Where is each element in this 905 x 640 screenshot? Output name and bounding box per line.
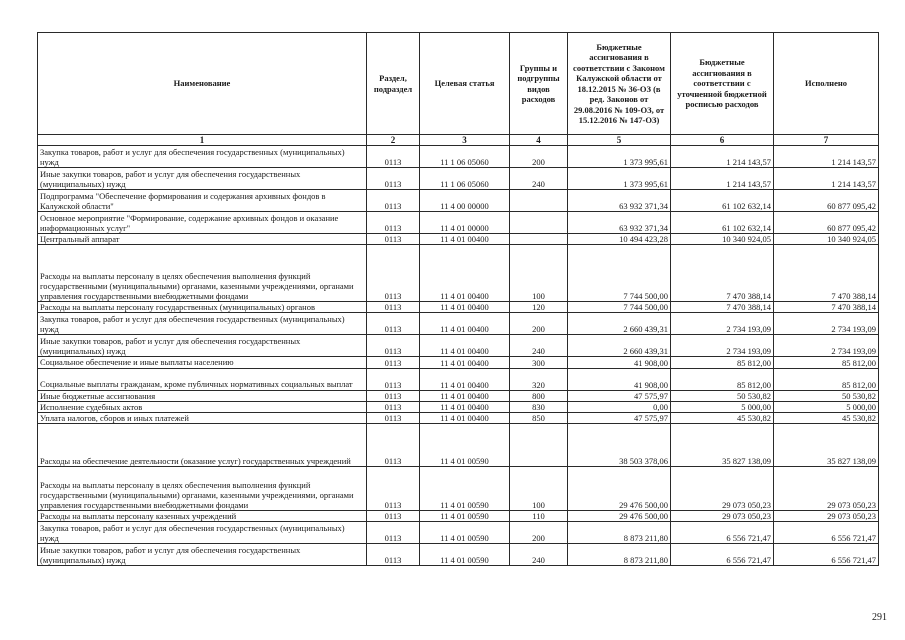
cell-group: 850 bbox=[510, 413, 568, 424]
header-group: Группы и подгруппы видов расходов bbox=[510, 33, 568, 135]
cell-target: 11 4 01 00590 bbox=[420, 467, 510, 511]
cell-name: Подпрограмма "Обеспечение формирования и содержания архивных фондов в Калужской области" bbox=[38, 190, 367, 212]
cell-budget: 8 873 211,80 bbox=[568, 544, 671, 566]
cell-budget: 29 476 500,00 bbox=[568, 511, 671, 522]
cell-target: 11 4 01 00400 bbox=[420, 401, 510, 412]
cell-done: 60 877 095,42 bbox=[774, 212, 879, 234]
header-name: Наименование bbox=[38, 33, 367, 135]
cell-done: 10 340 924,05 bbox=[774, 234, 879, 245]
cell-budget: 1 373 995,61 bbox=[568, 168, 671, 190]
column-number: 4 bbox=[510, 135, 568, 146]
table-row bbox=[38, 168, 879, 190]
cell-budget: 63 932 371,34 bbox=[568, 212, 671, 234]
cell-done: 35 827 138,09 bbox=[774, 424, 879, 467]
cell-target: 11 4 01 00400 bbox=[420, 302, 510, 313]
cell-target: 11 4 01 00590 bbox=[420, 511, 510, 522]
column-number-row bbox=[38, 135, 879, 146]
cell-budget: 41 908,00 bbox=[568, 368, 671, 390]
cell-name: Уплата налогов, сборов и иных платежей bbox=[38, 413, 367, 424]
cell-section: 0113 bbox=[367, 335, 420, 357]
cell-target: 11 4 01 00400 bbox=[420, 234, 510, 245]
cell-group: 800 bbox=[510, 390, 568, 401]
cell-done: 85 812,00 bbox=[774, 357, 879, 368]
table-row bbox=[38, 368, 879, 390]
cell-section: 0113 bbox=[367, 424, 420, 467]
cell-done: 1 214 143,57 bbox=[774, 168, 879, 190]
cell-group: 240 bbox=[510, 335, 568, 357]
cell-section: 0113 bbox=[367, 390, 420, 401]
cell-group: 110 bbox=[510, 511, 568, 522]
cell-name: Расходы на выплаты персоналу казенных учреждений bbox=[38, 511, 367, 522]
table-row bbox=[38, 302, 879, 313]
cell-target: 11 4 01 00400 bbox=[420, 313, 510, 335]
table-row bbox=[38, 390, 879, 401]
cell-refined: 45 530,82 bbox=[671, 413, 774, 424]
cell-refined: 2 734 193,09 bbox=[671, 313, 774, 335]
cell-refined: 1 214 143,57 bbox=[671, 168, 774, 190]
budget-report-sheet bbox=[37, 32, 878, 566]
table-row bbox=[38, 424, 879, 467]
cell-budget: 10 494 423,28 bbox=[568, 234, 671, 245]
cell-name: Социальное обеспечение и иные выплаты населению bbox=[38, 357, 367, 368]
cell-section: 0113 bbox=[367, 168, 420, 190]
cell-done: 6 556 721,47 bbox=[774, 522, 879, 544]
table-row bbox=[38, 190, 879, 212]
column-number: 1 bbox=[38, 135, 367, 146]
cell-section: 0113 bbox=[367, 368, 420, 390]
cell-budget: 7 744 500,00 bbox=[568, 245, 671, 302]
cell-section: 0113 bbox=[367, 313, 420, 335]
column-number: 6 bbox=[671, 135, 774, 146]
cell-name: Центральный аппарат bbox=[38, 234, 367, 245]
table-row bbox=[38, 313, 879, 335]
table-row bbox=[38, 413, 879, 424]
cell-name: Закупка товаров, работ и услуг для обеспечения государственных (муниципальных) нужд bbox=[38, 522, 367, 544]
cell-budget: 63 932 371,34 bbox=[568, 190, 671, 212]
cell-section: 0113 bbox=[367, 357, 420, 368]
cell-group: 200 bbox=[510, 146, 568, 168]
table-body bbox=[38, 146, 879, 566]
cell-group bbox=[510, 234, 568, 245]
cell-refined: 85 812,00 bbox=[671, 357, 774, 368]
cell-budget: 29 476 500,00 bbox=[568, 467, 671, 511]
cell-name: Исполнение судебных актов bbox=[38, 401, 367, 412]
cell-refined: 29 073 050,23 bbox=[671, 467, 774, 511]
header-section: Раздел, подраздел bbox=[367, 33, 420, 135]
table-row bbox=[38, 544, 879, 566]
cell-name: Социальные выплаты гражданам, кроме публичных нормативных социальных выплат bbox=[38, 368, 367, 390]
cell-budget: 0,00 bbox=[568, 401, 671, 412]
cell-name: Иные закупки товаров, работ и услуг для обеспечения государственных (муниципальных) нужд bbox=[38, 544, 367, 566]
cell-name: Иные закупки товаров, работ и услуг для обеспечения государственных (муниципальных) нужд bbox=[38, 335, 367, 357]
cell-section: 0113 bbox=[367, 511, 420, 522]
cell-group: 240 bbox=[510, 168, 568, 190]
column-number: 2 bbox=[367, 135, 420, 146]
cell-name: Закупка товаров, работ и услуг для обеспечения государственных (муниципальных) нужд bbox=[38, 146, 367, 168]
column-number: 5 bbox=[568, 135, 671, 146]
cell-done: 45 530,82 bbox=[774, 413, 879, 424]
budget-execution-table bbox=[37, 32, 879, 566]
cell-section: 0113 bbox=[367, 401, 420, 412]
cell-done: 6 556 721,47 bbox=[774, 544, 879, 566]
table-row bbox=[38, 212, 879, 234]
cell-group: 830 bbox=[510, 401, 568, 412]
table-header-row bbox=[38, 33, 879, 135]
cell-done: 7 470 388,14 bbox=[774, 302, 879, 313]
cell-group: 100 bbox=[510, 245, 568, 302]
cell-refined: 1 214 143,57 bbox=[671, 146, 774, 168]
table-row bbox=[38, 234, 879, 245]
cell-name: Расходы на выплаты персоналу государственных (муниципальных) органов bbox=[38, 302, 367, 313]
cell-refined: 6 556 721,47 bbox=[671, 522, 774, 544]
table-row bbox=[38, 245, 879, 302]
cell-refined: 50 530,82 bbox=[671, 390, 774, 401]
cell-done: 7 470 388,14 bbox=[774, 245, 879, 302]
cell-done: 2 734 193,09 bbox=[774, 335, 879, 357]
cell-group: 300 bbox=[510, 357, 568, 368]
cell-name: Расходы на обеспечение деятельности (оказание услуг) государственных учреждений bbox=[38, 424, 367, 467]
cell-refined: 35 827 138,09 bbox=[671, 424, 774, 467]
cell-budget: 2 660 439,31 bbox=[568, 313, 671, 335]
cell-budget: 47 575,97 bbox=[568, 413, 671, 424]
cell-done: 50 530,82 bbox=[774, 390, 879, 401]
cell-done: 1 214 143,57 bbox=[774, 146, 879, 168]
cell-refined: 10 340 924,05 bbox=[671, 234, 774, 245]
cell-group: 320 bbox=[510, 368, 568, 390]
table-row bbox=[38, 335, 879, 357]
cell-section: 0113 bbox=[367, 413, 420, 424]
cell-name: Основное мероприятие "Формирование, содержание архивных фондов и оказание информационных услуг" bbox=[38, 212, 367, 234]
cell-section: 0113 bbox=[367, 544, 420, 566]
cell-done: 5 000,00 bbox=[774, 401, 879, 412]
cell-budget: 41 908,00 bbox=[568, 357, 671, 368]
cell-budget: 7 744 500,00 bbox=[568, 302, 671, 313]
cell-refined: 7 470 388,14 bbox=[671, 302, 774, 313]
cell-name: Расходы на выплаты персоналу в целях обеспечения выполнения функций государственными (муниципальными) органами, казенными учреждениями, органами управления государственными внебюджетными фондами bbox=[38, 245, 367, 302]
column-number: 3 bbox=[420, 135, 510, 146]
cell-section: 0113 bbox=[367, 212, 420, 234]
cell-section: 0113 bbox=[367, 146, 420, 168]
cell-target: 11 4 01 00590 bbox=[420, 544, 510, 566]
header-budget: Бюджетные ассигнования в соответствии с Законом Калужской области от 18.12.2015 № 36-ОЗ (в ред. Законов от 29.08.2016 № 109-ОЗ, от 15.12.2016 № 147-ОЗ) bbox=[568, 33, 671, 135]
cell-target: 11 4 00 00000 bbox=[420, 190, 510, 212]
header-done: Исполнено bbox=[774, 33, 879, 135]
cell-budget: 1 373 995,61 bbox=[568, 146, 671, 168]
table-row bbox=[38, 357, 879, 368]
table-row bbox=[38, 401, 879, 412]
cell-refined: 29 073 050,23 bbox=[671, 511, 774, 522]
cell-budget: 47 575,97 bbox=[568, 390, 671, 401]
cell-name: Расходы на выплаты персоналу в целях обеспечения выполнения функций государственными (муниципальными) органами, казенными учреждениями, органами управления государственными внебюджетными фондами bbox=[38, 467, 367, 511]
cell-group bbox=[510, 190, 568, 212]
table-row bbox=[38, 467, 879, 511]
cell-budget: 8 873 211,80 bbox=[568, 522, 671, 544]
cell-target: 11 4 01 00400 bbox=[420, 390, 510, 401]
cell-section: 0113 bbox=[367, 302, 420, 313]
cell-budget: 38 503 378,06 bbox=[568, 424, 671, 467]
page-number: 291 bbox=[872, 612, 887, 623]
cell-name: Иные бюджетные ассигнования bbox=[38, 390, 367, 401]
cell-group: 100 bbox=[510, 467, 568, 511]
cell-done: 2 734 193,09 bbox=[774, 313, 879, 335]
cell-name: Иные закупки товаров, работ и услуг для обеспечения государственных (муниципальных) нужд bbox=[38, 168, 367, 190]
table-row bbox=[38, 146, 879, 168]
cell-group bbox=[510, 212, 568, 234]
cell-target: 11 4 01 00400 bbox=[420, 335, 510, 357]
cell-target: 11 4 01 00590 bbox=[420, 424, 510, 467]
cell-done: 60 877 095,42 bbox=[774, 190, 879, 212]
column-number: 7 bbox=[774, 135, 879, 146]
cell-refined: 2 734 193,09 bbox=[671, 335, 774, 357]
cell-target: 11 1 06 05060 bbox=[420, 146, 510, 168]
cell-section: 0113 bbox=[367, 467, 420, 511]
cell-refined: 61 102 632,14 bbox=[671, 212, 774, 234]
cell-refined: 5 000,00 bbox=[671, 401, 774, 412]
cell-target: 11 1 06 05060 bbox=[420, 168, 510, 190]
cell-target: 11 4 01 00400 bbox=[420, 368, 510, 390]
cell-target: 11 4 01 00400 bbox=[420, 413, 510, 424]
cell-name: Закупка товаров, работ и услуг для обеспечения государственных (муниципальных) нужд bbox=[38, 313, 367, 335]
header-refined: Бюджетные ассигнования в соответствии с уточненной бюджетной росписью расходов bbox=[671, 33, 774, 135]
cell-refined: 85 812,00 bbox=[671, 368, 774, 390]
cell-section: 0113 bbox=[367, 245, 420, 302]
cell-group: 240 bbox=[510, 544, 568, 566]
cell-section: 0113 bbox=[367, 522, 420, 544]
cell-target: 11 4 01 00000 bbox=[420, 212, 510, 234]
cell-group: 200 bbox=[510, 313, 568, 335]
header-target: Целевая статья bbox=[420, 33, 510, 135]
cell-section: 0113 bbox=[367, 234, 420, 245]
table-row bbox=[38, 511, 879, 522]
cell-target: 11 4 01 00400 bbox=[420, 357, 510, 368]
cell-target: 11 4 01 00400 bbox=[420, 245, 510, 302]
cell-refined: 6 556 721,47 bbox=[671, 544, 774, 566]
cell-refined: 61 102 632,14 bbox=[671, 190, 774, 212]
cell-done: 85 812,00 bbox=[774, 368, 879, 390]
cell-group bbox=[510, 424, 568, 467]
cell-group: 120 bbox=[510, 302, 568, 313]
cell-done: 29 073 050,23 bbox=[774, 467, 879, 511]
cell-refined: 7 470 388,14 bbox=[671, 245, 774, 302]
cell-section: 0113 bbox=[367, 190, 420, 212]
cell-budget: 2 660 439,31 bbox=[568, 335, 671, 357]
cell-group: 200 bbox=[510, 522, 568, 544]
cell-done: 29 073 050,23 bbox=[774, 511, 879, 522]
cell-target: 11 4 01 00590 bbox=[420, 522, 510, 544]
table-row bbox=[38, 522, 879, 544]
